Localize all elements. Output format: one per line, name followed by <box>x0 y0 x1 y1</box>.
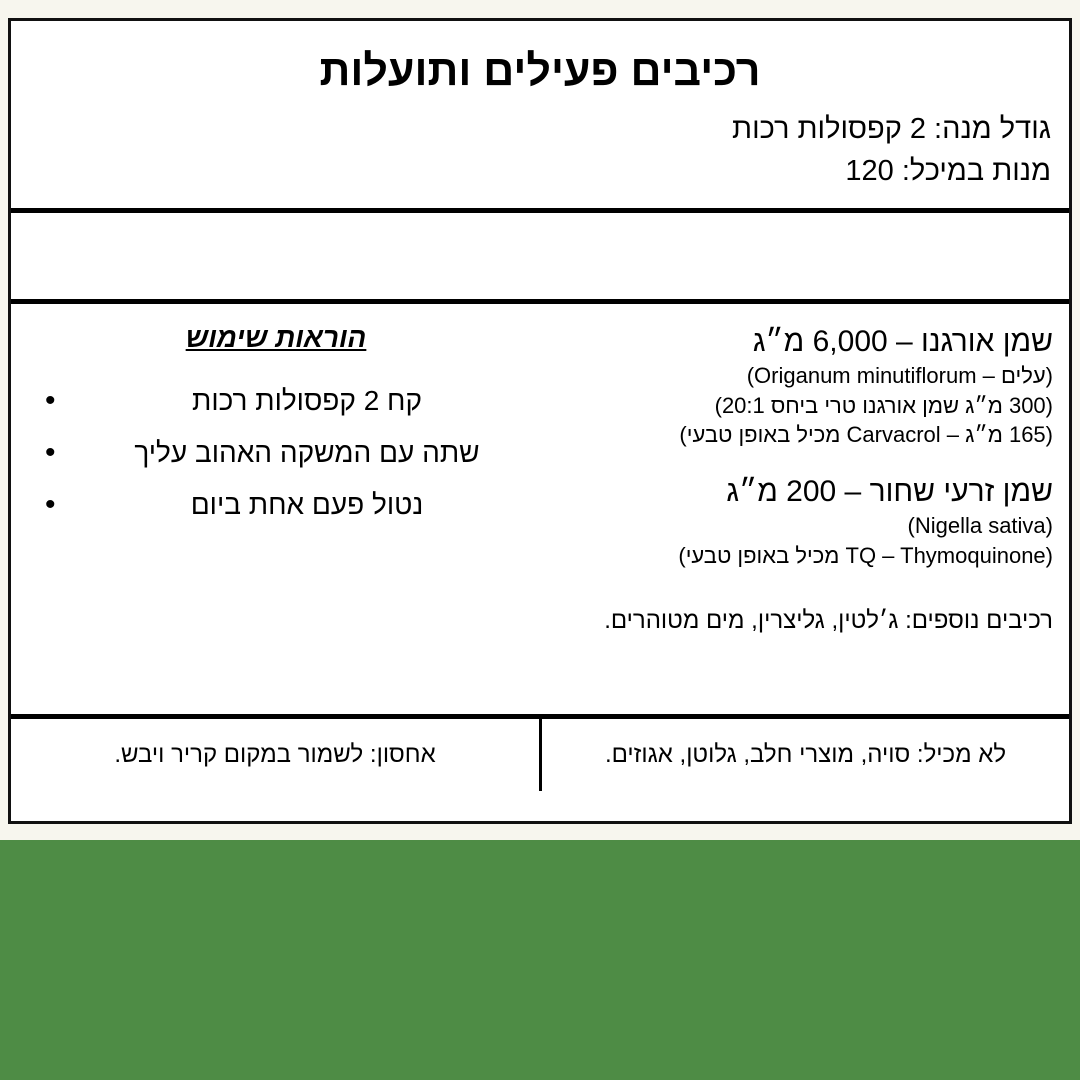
ingredients-column <box>535 304 1069 714</box>
ingredient-detail: (300 מ״ג שמן אורגנו טרי ביחס 20:1) <box>714 392 1053 418</box>
list-item: קח 2 קפסולות רכות • <box>27 380 525 422</box>
other-ingredients: רכיבים נוספים: ג׳לטין, גליצרין, מים מטוהרים. <box>604 606 1053 634</box>
ingredient-name: שמן אורגנו – 6,000 מ״ג <box>752 325 1053 359</box>
serving-info <box>11 96 1069 198</box>
ingredient-spacer <box>545 450 1053 468</box>
free-from-note: לא מכיל: סויה, מוצרי חלב, גלוטן, אגוזים. <box>539 719 1069 791</box>
usage-list <box>27 380 525 526</box>
storage-note: אחסון: לשמור במקום קריר ויבש. <box>114 741 436 769</box>
servings-per-container: מנות במיכל: 120 <box>845 155 1051 188</box>
green-band <box>0 840 1080 1080</box>
ingredient-detail: (TQ – Thymoquinone מכיל באופן טבעי) <box>678 542 1053 568</box>
ingredient-detail: (עלים – Origanum minutiflorum) <box>746 363 1053 389</box>
usage-title: הוראות שימוש <box>185 322 367 354</box>
supplement-facts-panel <box>8 18 1072 824</box>
serving-size: גודל מנה: 2 קפסולות רכות <box>732 113 1051 145</box>
list-item: נטול פעם אחת ביום • <box>27 484 525 526</box>
content-columns <box>11 304 1069 714</box>
footer-row <box>11 719 1069 791</box>
list-item: שתה עם המשקה האהוב עליך • <box>27 432 525 474</box>
page-title: רכיבים פעילים ותועלות <box>319 47 761 95</box>
ingredient-name: שמן זרעי שחור – 200 מ״ג <box>726 475 1053 509</box>
blank-band <box>11 213 1069 299</box>
ingredient-detail: (165 מ״ג – Carvacrol מכיל באופן טבעי) <box>679 422 1053 448</box>
usage-column <box>11 304 535 714</box>
ingredient-detail: (Nigella sativa) <box>907 513 1053 539</box>
